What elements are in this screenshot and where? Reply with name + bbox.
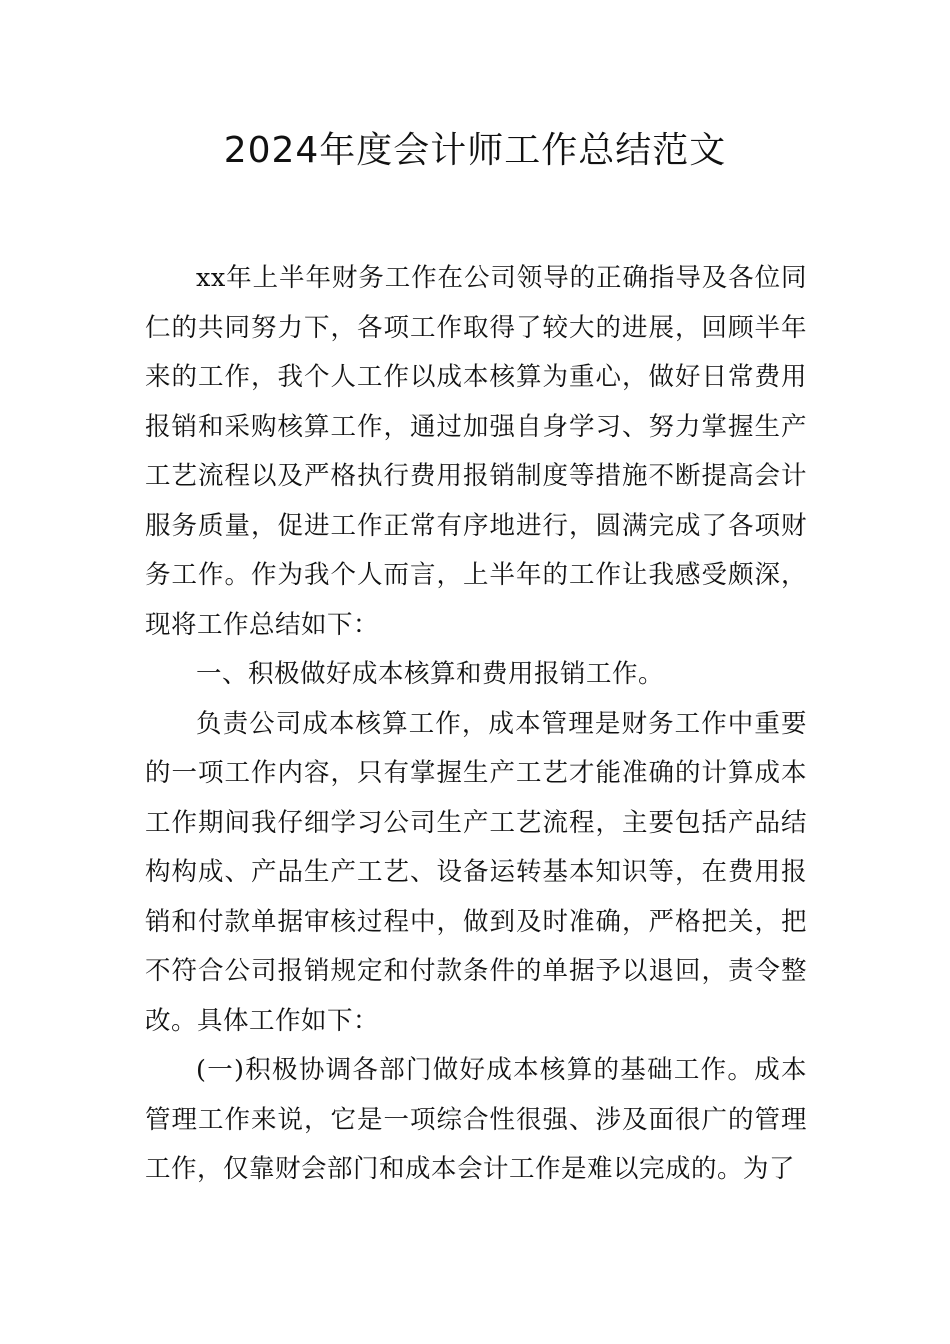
document-title: 2024年度会计师工作总结范文 — [223, 130, 727, 171]
paragraph-cost-accounting: 负责公司成本核算工作，成本管理是财务工作中重要的一项工作内容，只有掌握生产工艺才能准确的计算成本工作期间我仔细学习公司生产工艺流程，主要包括产品结构构成、产品生产工艺、设备运转基本知识等，在费用报销和付款单据审核过程中，做到及时准确，严格把关，把不符合公司报销规定和付款条件的单据予以退回，责令整改。具体工作如下： — [145, 708, 807, 1036]
document-body — [145, 254, 807, 1195]
paragraph-intro: xx年上半年财务工作在公司领导的正确指导及各位同仁的共同努力下，各项工作取得了较大的进展，回顾半年来的工作，我个人工作以成本核算为重心，做好日常费用报销和采购核算工作，通过加强自身学习、努力掌握生产工艺流程以及严格执行费用报销制度等措施不断提高会计服务质量，促进工作正常有序地进行，圆满完成了各项财务工作。作为我个人而言，上半年的工作让我感受颇深，现将工作总结如下： — [145, 263, 807, 640]
paragraph-section-heading: 一、积极做好成本核算和费用报销工作。 — [196, 659, 665, 689]
paragraph-subsection-one: (一)积极协调各部门做好成本核算的基础工作。成本管理工作来说，它是一项综合性很强、涉及面很广的管理工作，仅靠财会部门和成本会计工作是难以完成的。为了 — [145, 1055, 807, 1184]
